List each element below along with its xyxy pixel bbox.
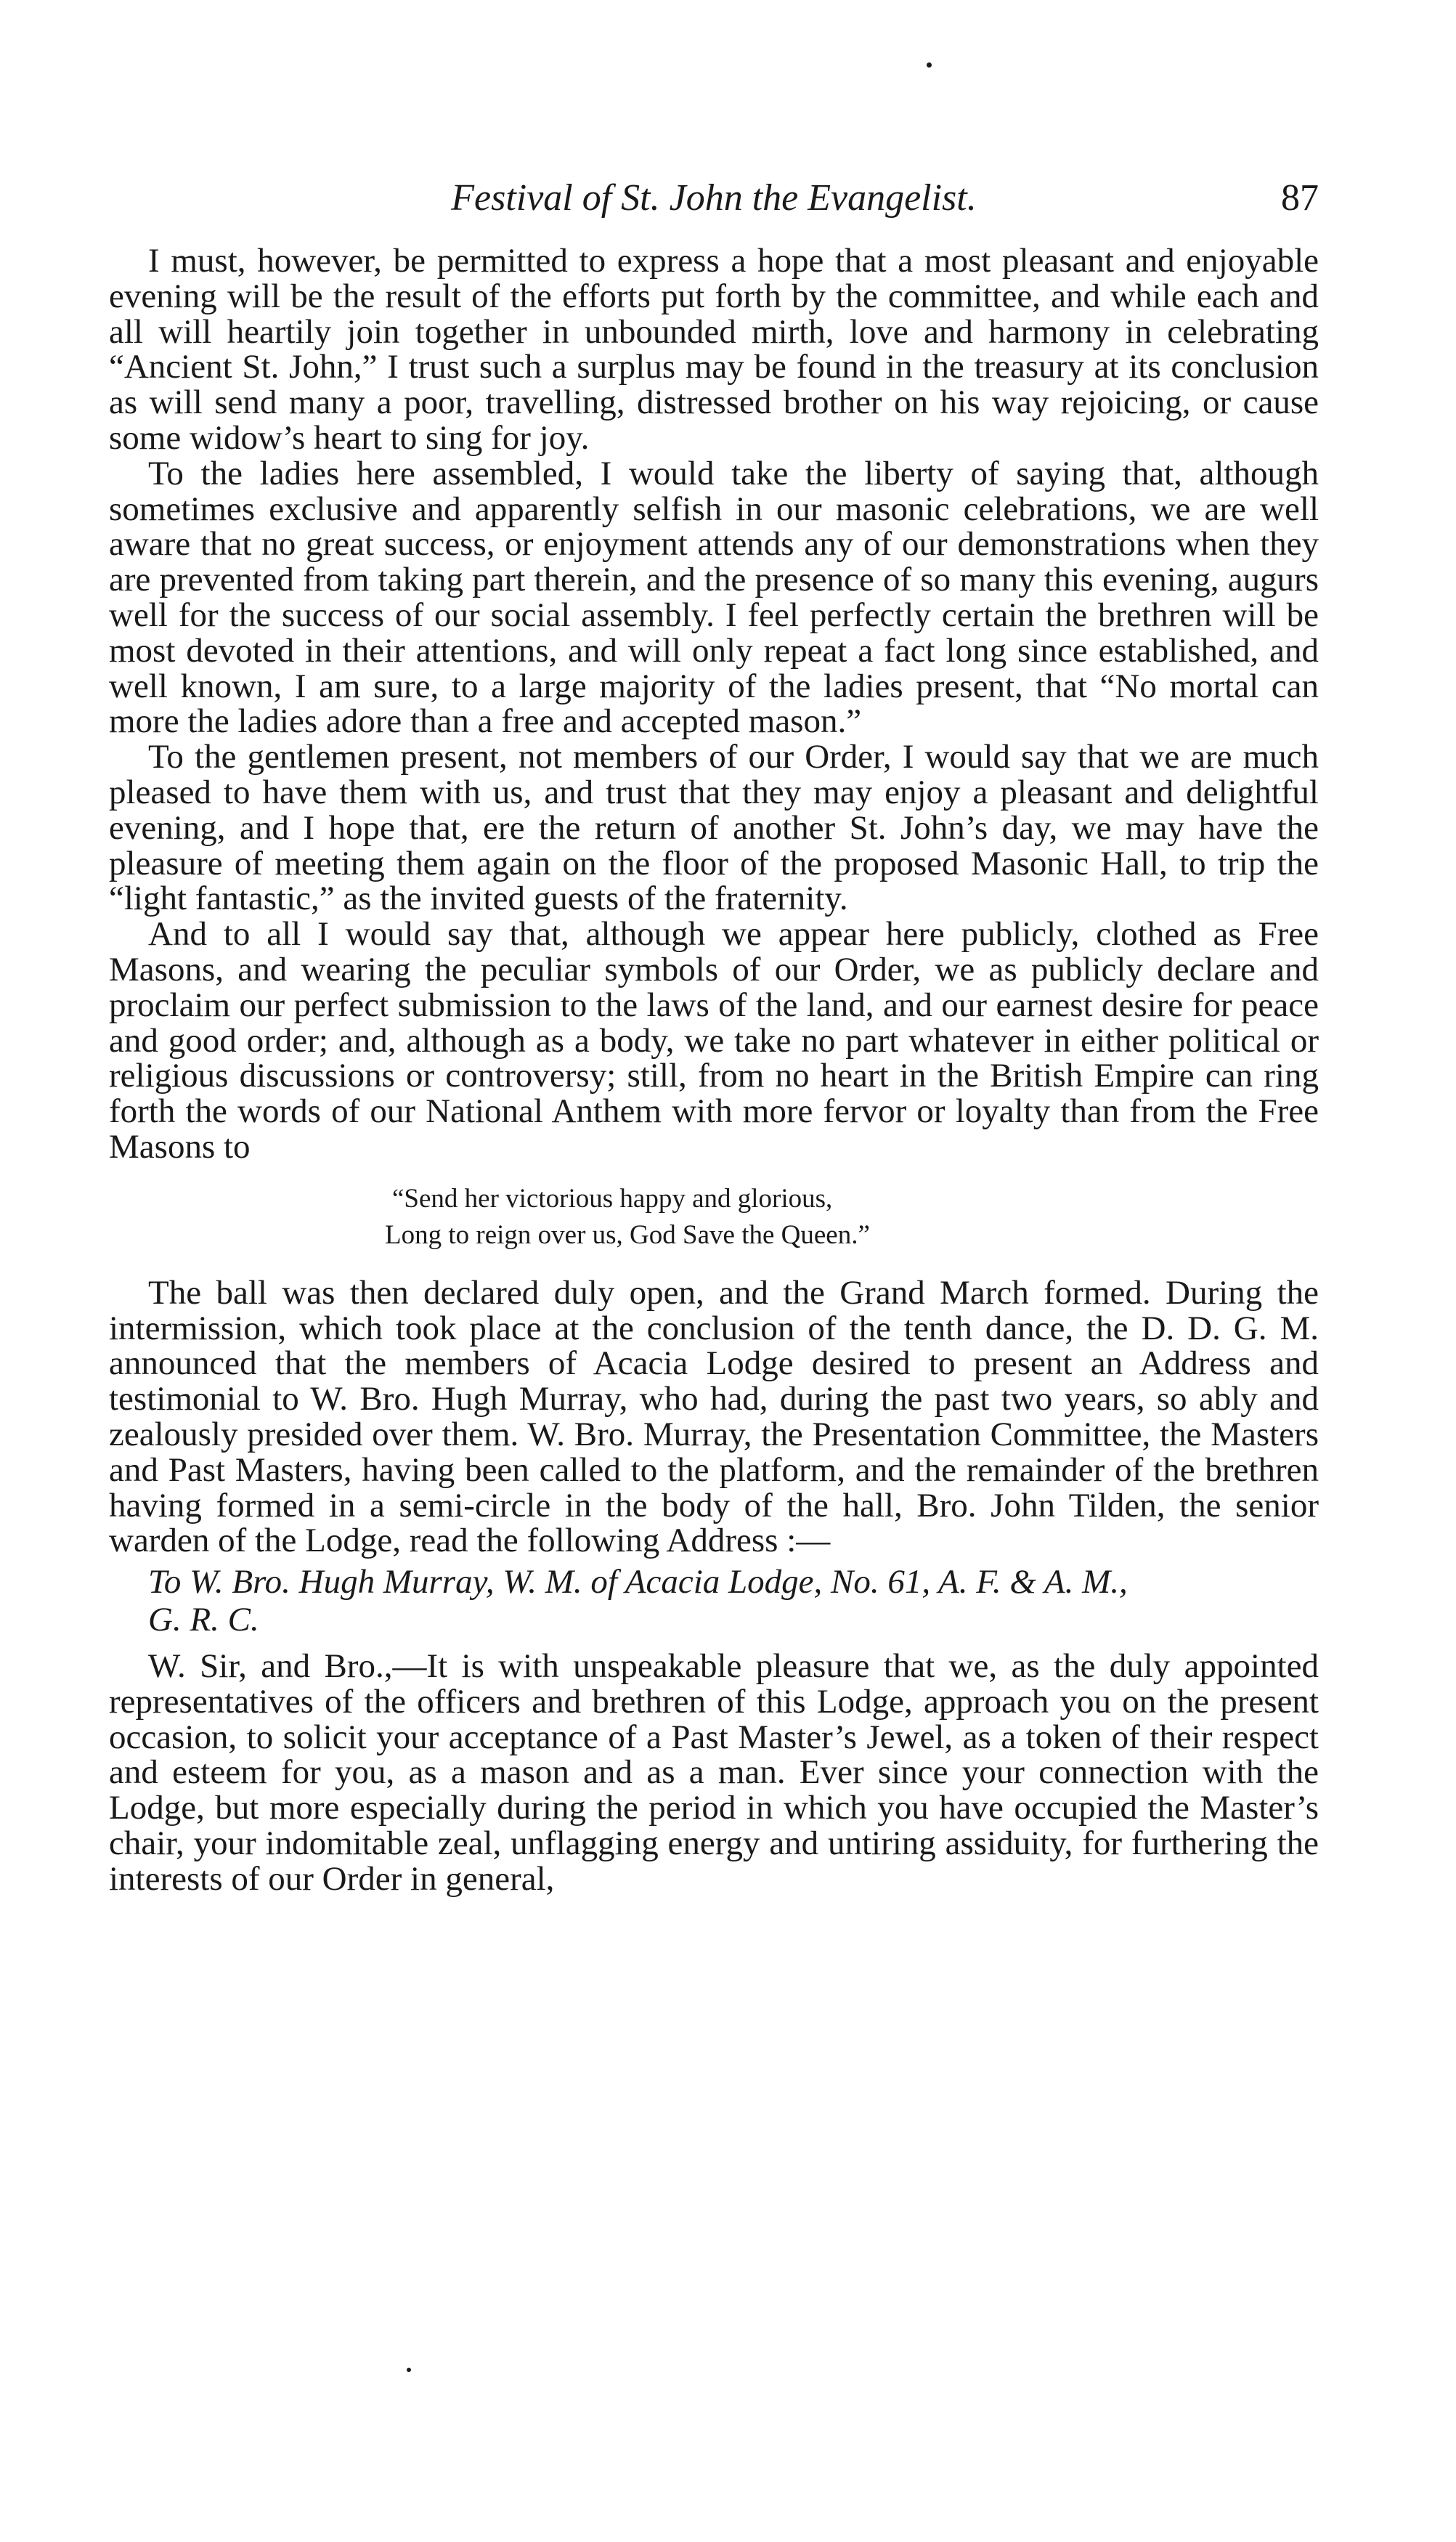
address-heading-line-1: To W. Bro. Hugh Murray, W. M. of Acacia Lodge, No. 61, A. F. & A. M., bbox=[148, 1563, 1128, 1601]
ink-speck bbox=[407, 2368, 411, 2372]
paragraph-address-body: W. Sir, and Bro.,—It is with unspeakable pleasure that we, as the duly appointed representatives of the officers and brethren of this Lodge, approach you on the present occasion, to solicit your acceptance of a Past Master’s Jewel, as a token of their respect and esteem for you, as a mason and as a man. Ever since your connection with the Lodge, but more especially during the period in which you have occupied the Master’s chair, your indomitable zeal, unflagging energy and untiring assiduity, for furthering the interests of our Order in general, bbox=[109, 1647, 1319, 1898]
paragraph-ladies: To the ladies here assembled, I would take the liberty of saying that, although sometimes exclusive and apparently selfish in our masonic celebrations, we are well aware that no great success, or enjoyment attends any of our demonstrations when they are prevented from taking part therein, and the presence of so many this evening, augurs well for the success of our social assembly. I feel perfectly certain the brethren will be most devoted in their attentions, and will only repeat a fact long since established, and well known, I am sure, to a large majority of the ladies present, that “No mortal can more the ladies adore than a free and accepted mason.” bbox=[109, 454, 1319, 741]
address-heading-line-2: G. R. C. bbox=[148, 1601, 259, 1639]
paragraph-ball-narrative: The ball was then declared duly open, and the Grand March formed. During the intermission, which took place at the conclusion of the tenth dance, the D. D. G. M. announced that the members of Acacia Lodge desired to present an Address and testimonial to W. Bro. Hugh Murray, who had, during the past two years, so ably and zealously presided over them. W. Bro. Murray, the Presentation Committee, the Masters and Past Masters, having been called to the platform, and the remainder of the brethren having formed in a semi-circle in the body of the hall, Bro. John Tilden, the senior warden of the Lodge, read the following Address :— bbox=[109, 1273, 1319, 1560]
paragraph-loyalty: And to all I would say that, although we appear here publicly, clothed as Free Masons, and wearing the peculiar symbols of our Order, we as publicly declare and proclaim our perfect submission to the laws of the land, and our earnest desire for peace and good order; and, although as a body, we take no part whatever in either political or religious discussions or controversy; still, from no heart in the British Empire can ring forth the words of our National Anthem with more fervor or loyalty than from the Free Masons to bbox=[109, 915, 1319, 1166]
paragraph-committee-hope: I must, however, be permitted to express a hope that a most pleasant and enjoyable evening will be the result of the efforts put forth by the committee, and while each and all will heartily join together in unbounded mirth, love and harmony in celebrating “Ancient St. John,” I trust such a surplus may be found in the treasury at its conclusion as will send many a poor, travelling, distressed brother on his way rejoicing, or cause some widow’s heart to sing for joy. bbox=[109, 242, 1319, 457]
page-number: 87 bbox=[1281, 177, 1319, 219]
ink-speck bbox=[927, 62, 932, 68]
address-heading bbox=[109, 1563, 1319, 1639]
anthem-verse bbox=[109, 1181, 1319, 1254]
paragraph-gentlemen: To the gentlemen present, not members of our Order, I would say that we are much pleased to have them with us, and trust that they may enjoy a pleasant and delightful evening, and I hope that, ere the return of another St. John’s day, we may have the pleasure of meeting them again on the floor of the proposed Masonic Hall, to trip the “light fantastic,” as the invited guests of the fraternity. bbox=[109, 738, 1319, 918]
running-head bbox=[109, 173, 1319, 224]
verse-line-2: Long to reign over us, God Save the Queen.” bbox=[385, 1219, 870, 1250]
body-text bbox=[109, 243, 1319, 1897]
verse-line-1: “Send her victorious happy and glorious, bbox=[392, 1183, 833, 1214]
running-title: Festival of St. John the Evangelist. bbox=[451, 177, 977, 219]
